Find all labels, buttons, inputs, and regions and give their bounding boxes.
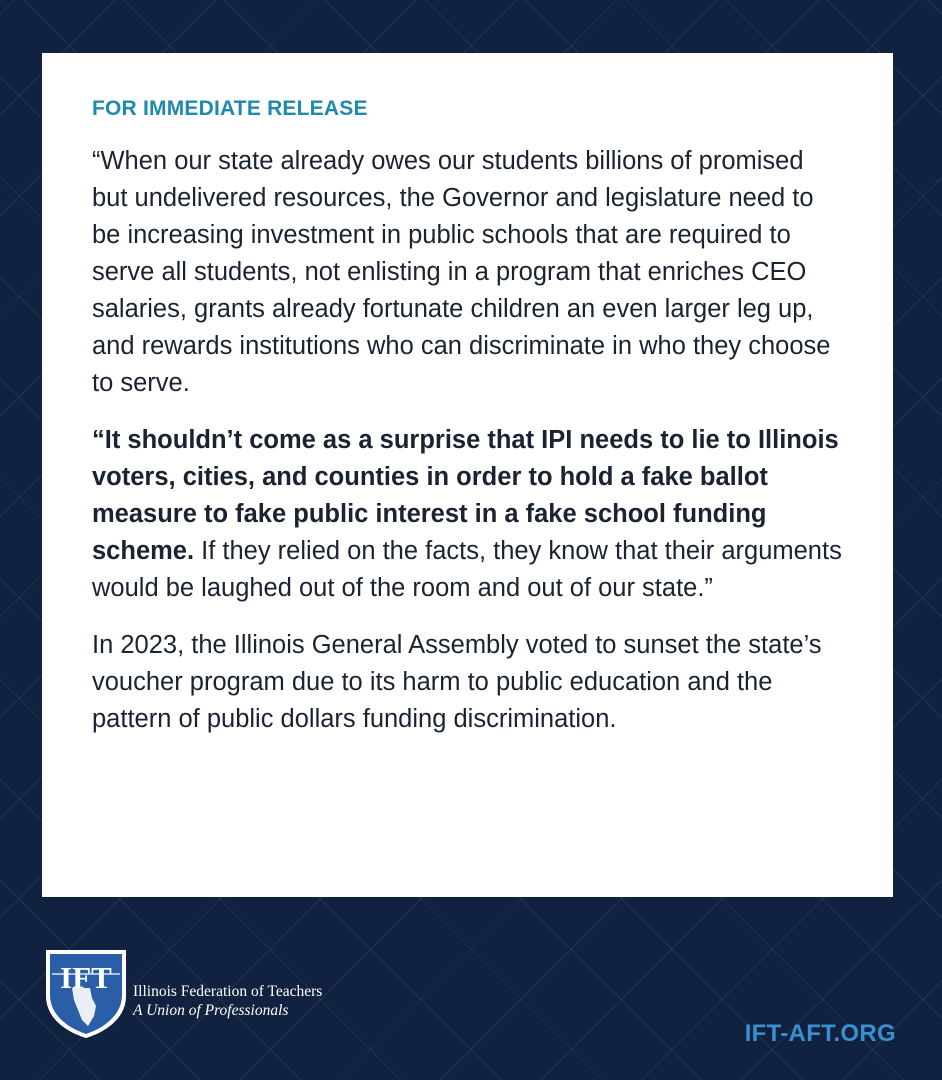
org-tagline: A Union of Professionals <box>133 1002 289 1019</box>
website-link[interactable]: IFT-AFT.ORG <box>744 1020 896 1047</box>
ift-shield-logo <box>44 948 128 1040</box>
org-name: Illinois Federation of Teachers <box>133 983 323 1000</box>
quote-paragraph-2 <box>92 422 843 607</box>
org-identity <box>133 982 322 1020</box>
press-release-card <box>42 53 893 897</box>
logo-letters: IFT <box>60 960 112 995</box>
release-label: FOR IMMEDIATE RELEASE <box>92 97 368 120</box>
quote-paragraph-1: “When our state already owes our students billions of promised but undelivered resources, the Governor and legislature need to be increasing investment in public schools that are required to serve all students, not enlisting in a program that enriches CEO salaries, grants already fortunate children an even larger leg up, and rewards institutions who can discriminate in who they choose to serve. <box>92 147 831 397</box>
quote-continuation: If they relied on the facts, they know that their arguments would be laughed out of the room and out of our state.” <box>92 537 842 602</box>
quote-bold-statement: “It shouldn’t come as a surprise that IPI needs to lie to Illinois voters, cities, and counties in order to hold a fake ballot measure to fake public interest in a fake school funding scheme. <box>92 426 839 565</box>
context-paragraph: In 2023, the Illinois General Assembly voted to sunset the state’s voucher program due to its harm to public education and the pattern of public dollars funding discrimination. <box>92 631 822 733</box>
